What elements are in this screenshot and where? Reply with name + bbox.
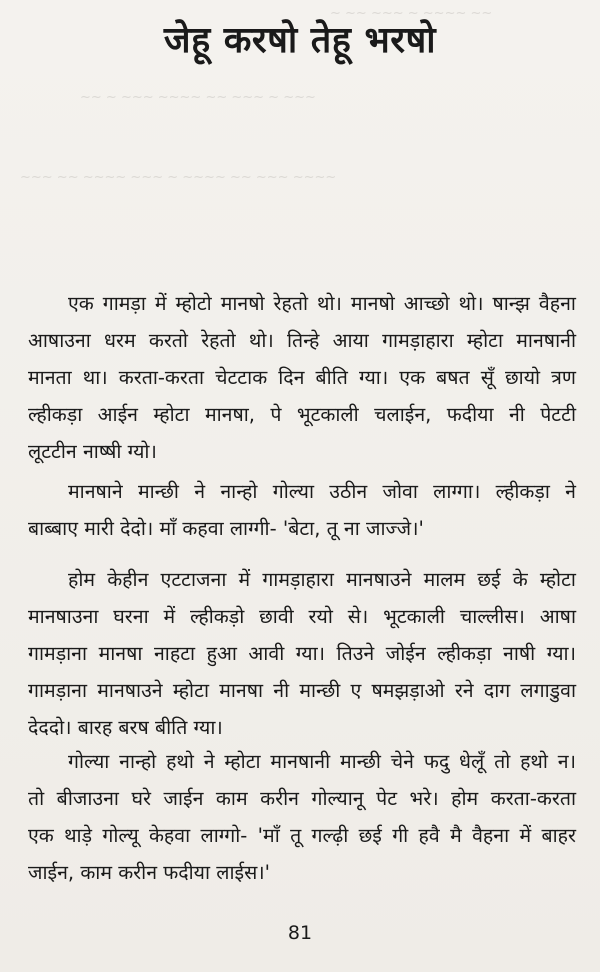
text-line: ल्हीकड़ा आईन म्होटा मानषा, पे भूटकाली चलाईन, फदीया नी पेटटी (28, 403, 576, 426)
paragraph-2 (28, 473, 576, 547)
text-line: मानता था। करता-करता चेटटाक दिन बीति ग्या। एक बषत सूँ छायो त्रण (28, 366, 576, 389)
text-line: एक गामड़ा में म्होटो मानषो रेहतो थो। मानषो आच्छो थो। षान्झ वैहना (68, 292, 576, 315)
paragraph-1 (28, 285, 576, 470)
text-line: तो बीजाउना घरे जाईन काम करीन गोल्यानू पेट भरे। होम करता-करता (28, 787, 576, 810)
page-title: जेहू करषो तेहू भरषो (163, 20, 437, 61)
text-line: गोल्या नान्हो हथो ने म्होटा मानषानी मान्छी चेने फदु धेलूँ तो हथो न। (68, 750, 576, 773)
bleed-through-text: ~~~ ~~ ~~~~ ~~~ ~ ~~~~ ~~ ~~~ ~~~~ (20, 170, 337, 185)
text-line: गामड़ाना मानषाउने म्होटा मानषा नी मान्छी ए षमझड़ाओ रने दाग लगाडुवा (28, 679, 576, 702)
text-line: जाईन, काम करीन फदीया लाईस।' (28, 861, 271, 884)
bleed-through-text: ~~ ~ ~~~ ~~~~ ~~ ~~~ ~ ~~~ (80, 90, 316, 105)
paragraph-3 (28, 561, 576, 746)
paragraph-4 (28, 743, 576, 891)
text-line: होम केहीन एटटाजना में गामड़ाहारा मानषाउने मालम छई के म्होटा (68, 568, 576, 591)
bleed-through-text: ~ ~~ ~~~ ~ ~~~~ ~~ (330, 6, 493, 21)
page-number: 81 (287, 922, 313, 944)
text-line: बाब्बाए मारी देदो। माँ कहवा लाग्गी- 'बेटा, तू ना जाज्जे।' (28, 517, 424, 540)
text-line: गामड़ाना मानषा नाहटा हुआ आवी ग्या। तिउने जोईन ल्हीकड़ा नाषी ग्या। (28, 642, 576, 665)
text-line: मानषाने मान्छी ने नान्हो गोल्या उठीन जोवा लाग्गा। ल्हीकड़ा ने (68, 480, 576, 503)
text-line: आषाउना धरम करतो रेहतो थो। तिन्हे आया गामड़ाहारा म्होटा मानषानी (28, 329, 576, 352)
text-line: देददो। बारह बरष बीति ग्या। (28, 716, 223, 739)
text-line: मानषाउना घरना में ल्हीकड़ो छावी रयो से। भूटकाली चाल्लीस। आषा (28, 605, 576, 628)
text-line: लूटटीन नाष्षी ग्यो। (28, 440, 157, 463)
text-line: एक थाड़े गोल्यू केहवा लाग्गो- 'माँ तू गल्ढ़ी छई गी हवै मै वैहना में बाहर (28, 824, 576, 847)
